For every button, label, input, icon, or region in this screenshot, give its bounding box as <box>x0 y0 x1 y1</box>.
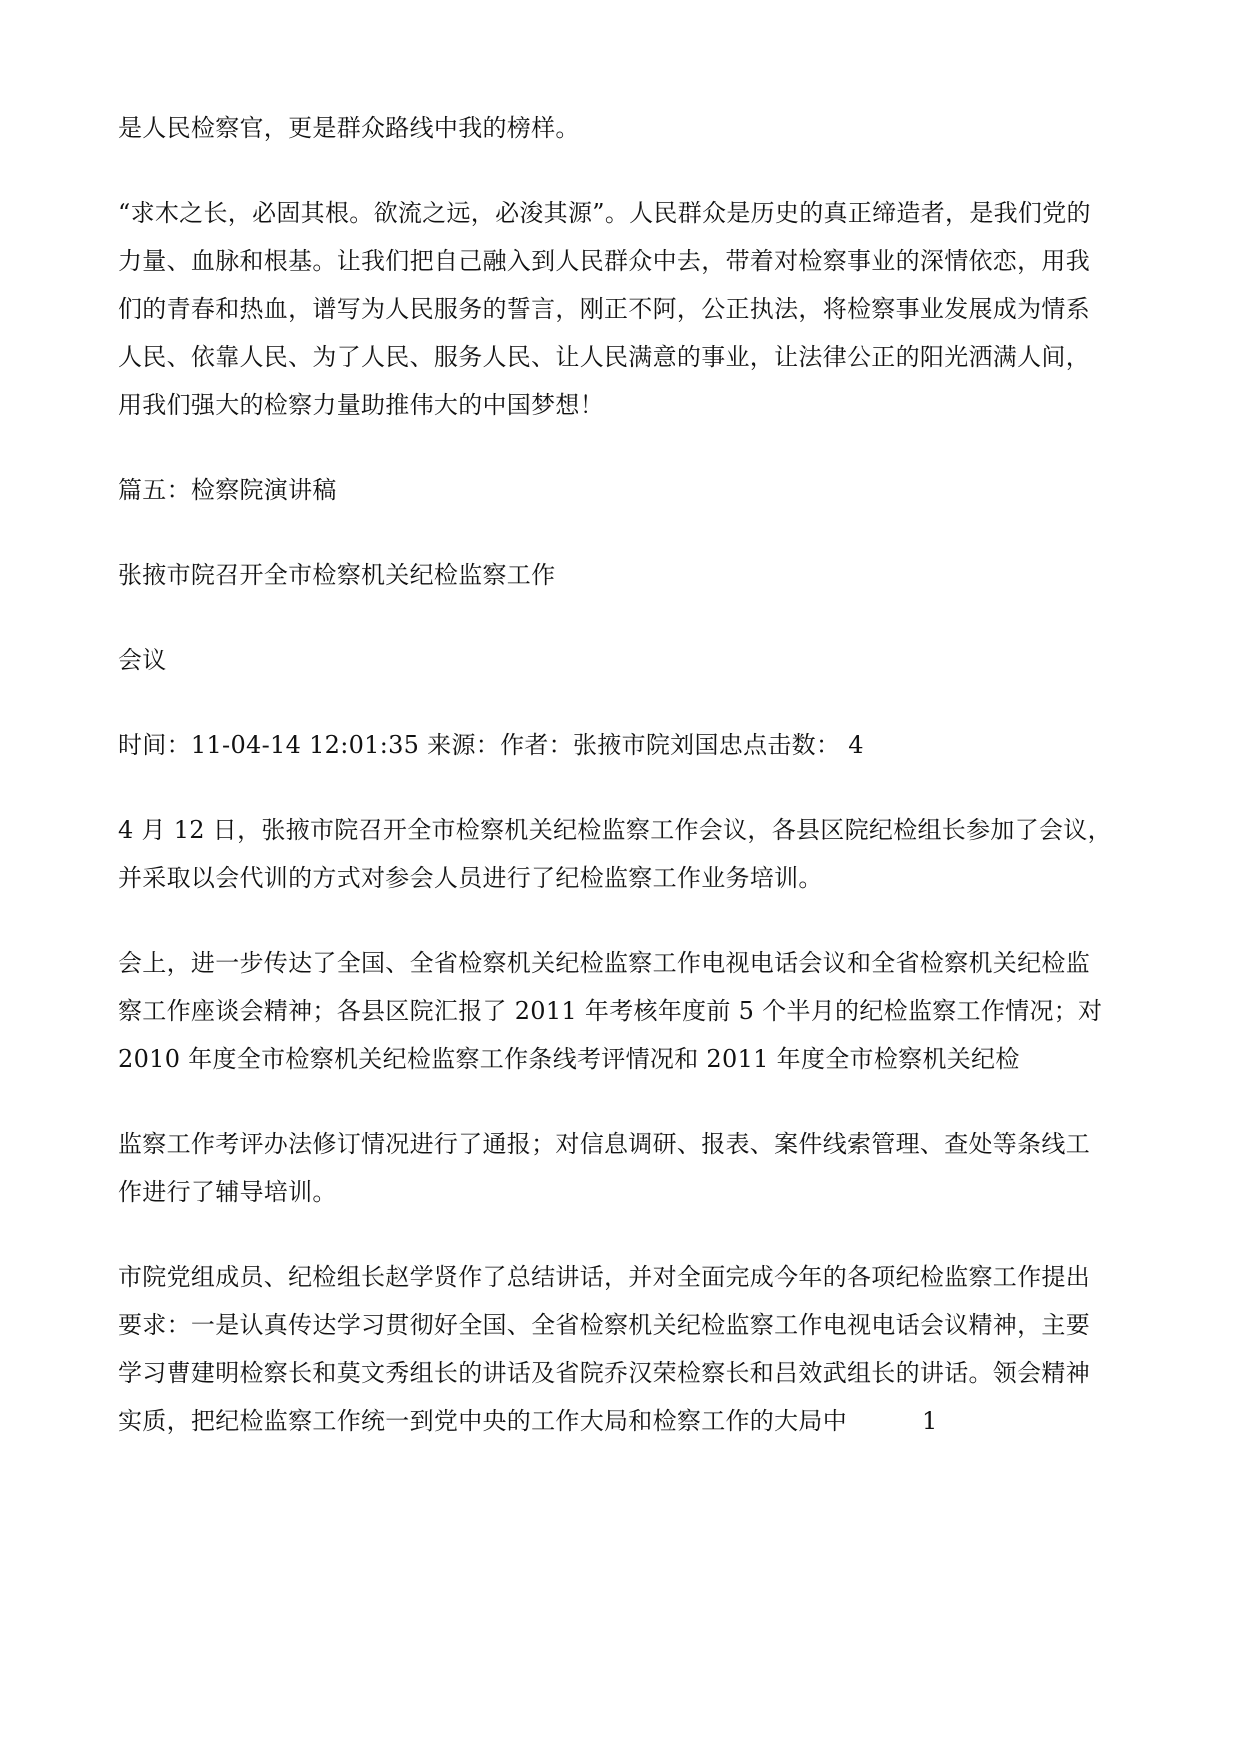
paragraph-line: 会上，进一步传达了全国、全省检察机关纪检监察工作电视电话会议和全省检察机关纪检监 <box>118 949 1090 977</box>
article-meta: 时间：11-04-14 12:01:35 来源：作者：张掖市院刘国忠点击数： 4 <box>118 731 864 759</box>
article-title-continuation: 会议 <box>118 646 167 674</box>
paragraph-line: 实质，把纪检监察工作统一到党中央的工作大局和检察工作的大局中 <box>118 1407 847 1435</box>
article-title: 张掖市院召开全市检察机关纪检监察工作 <box>118 561 556 589</box>
paragraph-line: 2010 年度全市检察机关纪检监察工作条线考评情况和 2011 年度全市检察机关纪检 <box>118 1045 1020 1073</box>
paragraph-line: 作进行了辅导培训。 <box>118 1178 337 1206</box>
paragraph-line: 人民、依靠人民、为了人民、服务人民、让人民满意的事业，让法律公正的阳光洒满人间， <box>118 343 1090 371</box>
page-number: 1 <box>922 1407 938 1435</box>
paragraph-line: 并采取以会代训的方式对参会人员进行了纪检监察工作业务培训。 <box>118 864 823 892</box>
paragraph-line: 要求：一是认真传达学习贯彻好全国、全省检察机关纪检监察工作电视电话会议精神，主要 <box>118 1311 1090 1339</box>
paragraph-line: 用我们强大的检察力量助推伟大的中国梦想！ <box>118 391 604 419</box>
paragraph-line: 力量、血脉和根基。让我们把自己融入到人民群众中去，带着对检察事业的深情依恋，用我 <box>118 247 1090 275</box>
paragraph-line: 察工作座谈会精神；各县区院汇报了 2011 年考核年度前 5 个半月的纪检监察工作情况；对 <box>118 997 1103 1025</box>
paragraph-line: 们的青春和热血，谱写为人民服务的誓言，刚正不阿，公正执法，将检察事业发展成为情系 <box>118 295 1090 323</box>
paragraph-line: “求木之长，必固其根。欲流之远，必浚其源”。人民群众是历史的真正缔造者，是我们党的 <box>118 199 1091 227</box>
section-heading: 篇五：检察院演讲稿 <box>118 476 337 504</box>
paragraph-line: 监察工作考评办法修订情况进行了通报；对信息调研、报表、案件线索管理、查处等条线工 <box>118 1130 1090 1158</box>
paragraph-line: 是人民检察官，更是群众路线中我的榜样。 <box>118 114 580 142</box>
paragraph-line: 市院党组成员、纪检组长赵学贤作了总结讲话，并对全面完成今年的各项纪检监察工作提出 <box>118 1263 1090 1291</box>
paragraph-line: 学习曹建明检察长和莫文秀组长的讲话及省院乔汉荣检察长和吕效武组长的讲话。领会精神 <box>118 1359 1090 1387</box>
paragraph-line: 4 月 12 日，张掖市院召开全市检察机关纪检监察工作会议，各县区院纪检组长参加了会议， <box>118 816 1112 844</box>
